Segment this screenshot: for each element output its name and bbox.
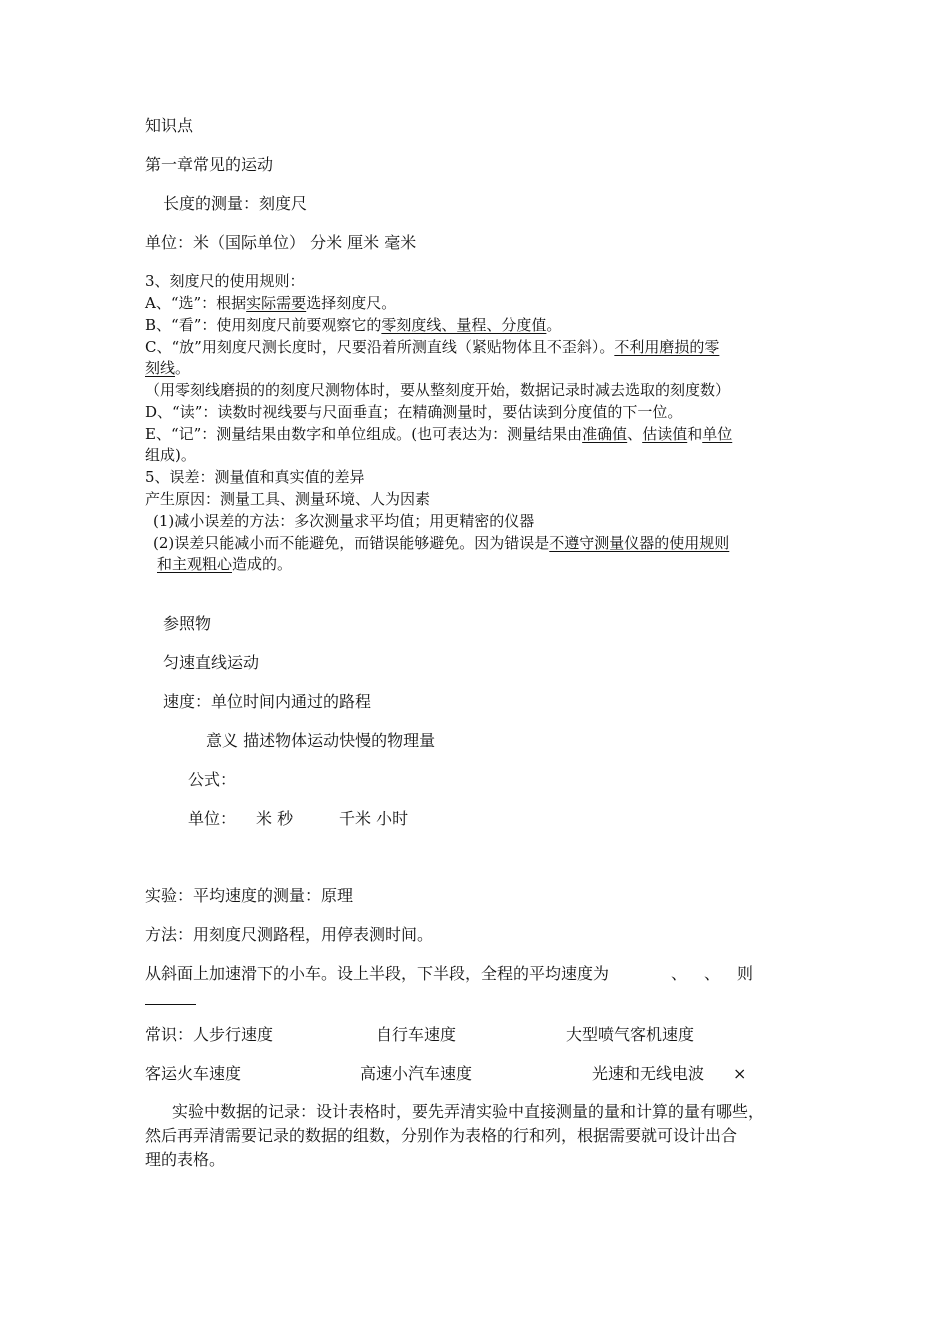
rule-c-cont <box>145 361 190 376</box>
error-2-underline-2: 和主观粗心 <box>157 555 233 573</box>
rule-a-pre: A、“选”：根据 <box>145 294 247 312</box>
rule-c-post: 。 <box>175 359 191 377</box>
rule-e-underline-1: 准确值 <box>582 425 628 443</box>
error-2-post: 造成的。 <box>232 555 293 573</box>
rule-a-post: 选择刻度尺。 <box>306 294 397 312</box>
rule-c-note: （用零刻线磨损的的刻度尺测物体时，要从整刻度开始，数据记录时减去选取的刻度数） <box>145 381 731 399</box>
incline-separator-1: 、 <box>671 964 688 983</box>
rule-b-post: 。 <box>546 316 562 334</box>
rule-a <box>145 296 396 311</box>
rule-b-pre: B、“看”：使用刻度尺前要观察它的 <box>145 316 382 334</box>
experiment-incline: 从斜面上加速滑下的小车。设上半段，下半段，全程的平均速度为 <box>145 964 610 983</box>
rule-c-pre: C、“放”用刻度尺测长度时，尺要沿着所测直线（紧贴物体且不歪斜）。 <box>145 338 615 356</box>
rule-d: D、“读”：读数时视线要与尺面垂直；在精确测量时，要估读到分度值的下一位。 <box>145 403 683 421</box>
error-item-1: (1)减小误差的方法：多次测量求平均值；用更精密的仪器 <box>153 512 535 530</box>
error-item-2-cont <box>157 557 292 572</box>
rule-e-sep-1: 、 <box>627 425 643 443</box>
chapter-title: 第一章常见的运动 <box>145 155 274 174</box>
speed-unit-km: 千米 小时 <box>339 809 409 828</box>
reference-object: 参照物 <box>163 614 212 633</box>
rule-c-underline-1: 不利用磨损的零 <box>614 338 720 356</box>
experiment-title: 实验：平均速度的测量：原理 <box>145 886 354 905</box>
common-jet-speed: 大型喷气客机速度 <box>566 1025 695 1044</box>
rule-e-underline-3: 单位 <box>702 425 733 443</box>
speed-definition: 速度：单位时间内通过的路程 <box>163 692 372 711</box>
rule-a-underline: 实际需要 <box>246 294 307 312</box>
rule-e-cont: 组成)。 <box>145 446 196 464</box>
rule-b-underline: 零刻度线、量程、分度值 <box>381 316 547 334</box>
common-walk-speed: 常识：人步行速度 <box>145 1025 274 1044</box>
rule-c <box>145 340 719 355</box>
record-line-3: 理的表格。 <box>145 1150 226 1169</box>
error-title: 5、误差：测量值和真实值的差异 <box>145 468 365 486</box>
rule-e <box>145 427 732 442</box>
incline-then: 则 <box>737 964 754 983</box>
rule-e-pre: E、“记”：测量结果由数字和单位组成。(也可表达为：测量结果由 <box>145 425 583 443</box>
common-bike-speed: 自行车速度 <box>376 1025 457 1044</box>
common-train-speed: 客运火车速度 <box>145 1064 242 1083</box>
error-2-pre: (2)误差只能减小而不能避免，而错误能够避免。因为错误是 <box>153 534 550 552</box>
rule-e-underline-2: 估读值 <box>642 425 688 443</box>
speed-unit-label: 单位： <box>188 809 237 828</box>
record-line-1: 实验中数据的记录：设计表格时，要先弄清实验中直接测量的量和计算的量有哪些， <box>172 1102 765 1121</box>
rule-b <box>145 318 561 333</box>
incline-separator-2: 、 <box>704 964 721 983</box>
speed-unit-si: 米 秒 <box>256 809 294 828</box>
rules-title: 3、刻度尺的使用规则： <box>145 272 305 290</box>
common-car-speed: 高速小汽车速度 <box>360 1064 473 1083</box>
error-cause: 产生原因：测量工具、测量环境、人为因素 <box>145 490 431 508</box>
speed-formula: 公式： <box>188 770 237 789</box>
doc-title: 知识点 <box>145 116 194 135</box>
speed-meaning: 意义 描述物体运动快慢的物理量 <box>206 731 436 750</box>
length-units: 单位：米（国际单位） 分米 厘米 毫米 <box>145 233 417 252</box>
error-2-underline-1: 不遵守测量仪器的使用规则 <box>549 534 730 552</box>
record-line-2: 然后再弄清需要记录的数据的组数，分别作为表格的行和列，根据需要就可设计出合 <box>145 1126 738 1145</box>
times-sign: × <box>733 1064 747 1083</box>
uniform-motion: 匀速直线运动 <box>163 653 260 672</box>
rule-c-underline-2: 刻线 <box>145 359 176 377</box>
answer-blank-line <box>145 1004 196 1005</box>
error-item-2 <box>153 536 729 551</box>
rule-e-sep-2: 和 <box>687 425 703 443</box>
length-heading: 长度的测量：刻度尺 <box>163 194 308 213</box>
experiment-method: 方法：用刻度尺测路程，用停表测时间。 <box>145 925 434 944</box>
common-light-speed: 光速和无线电波 <box>592 1064 705 1083</box>
